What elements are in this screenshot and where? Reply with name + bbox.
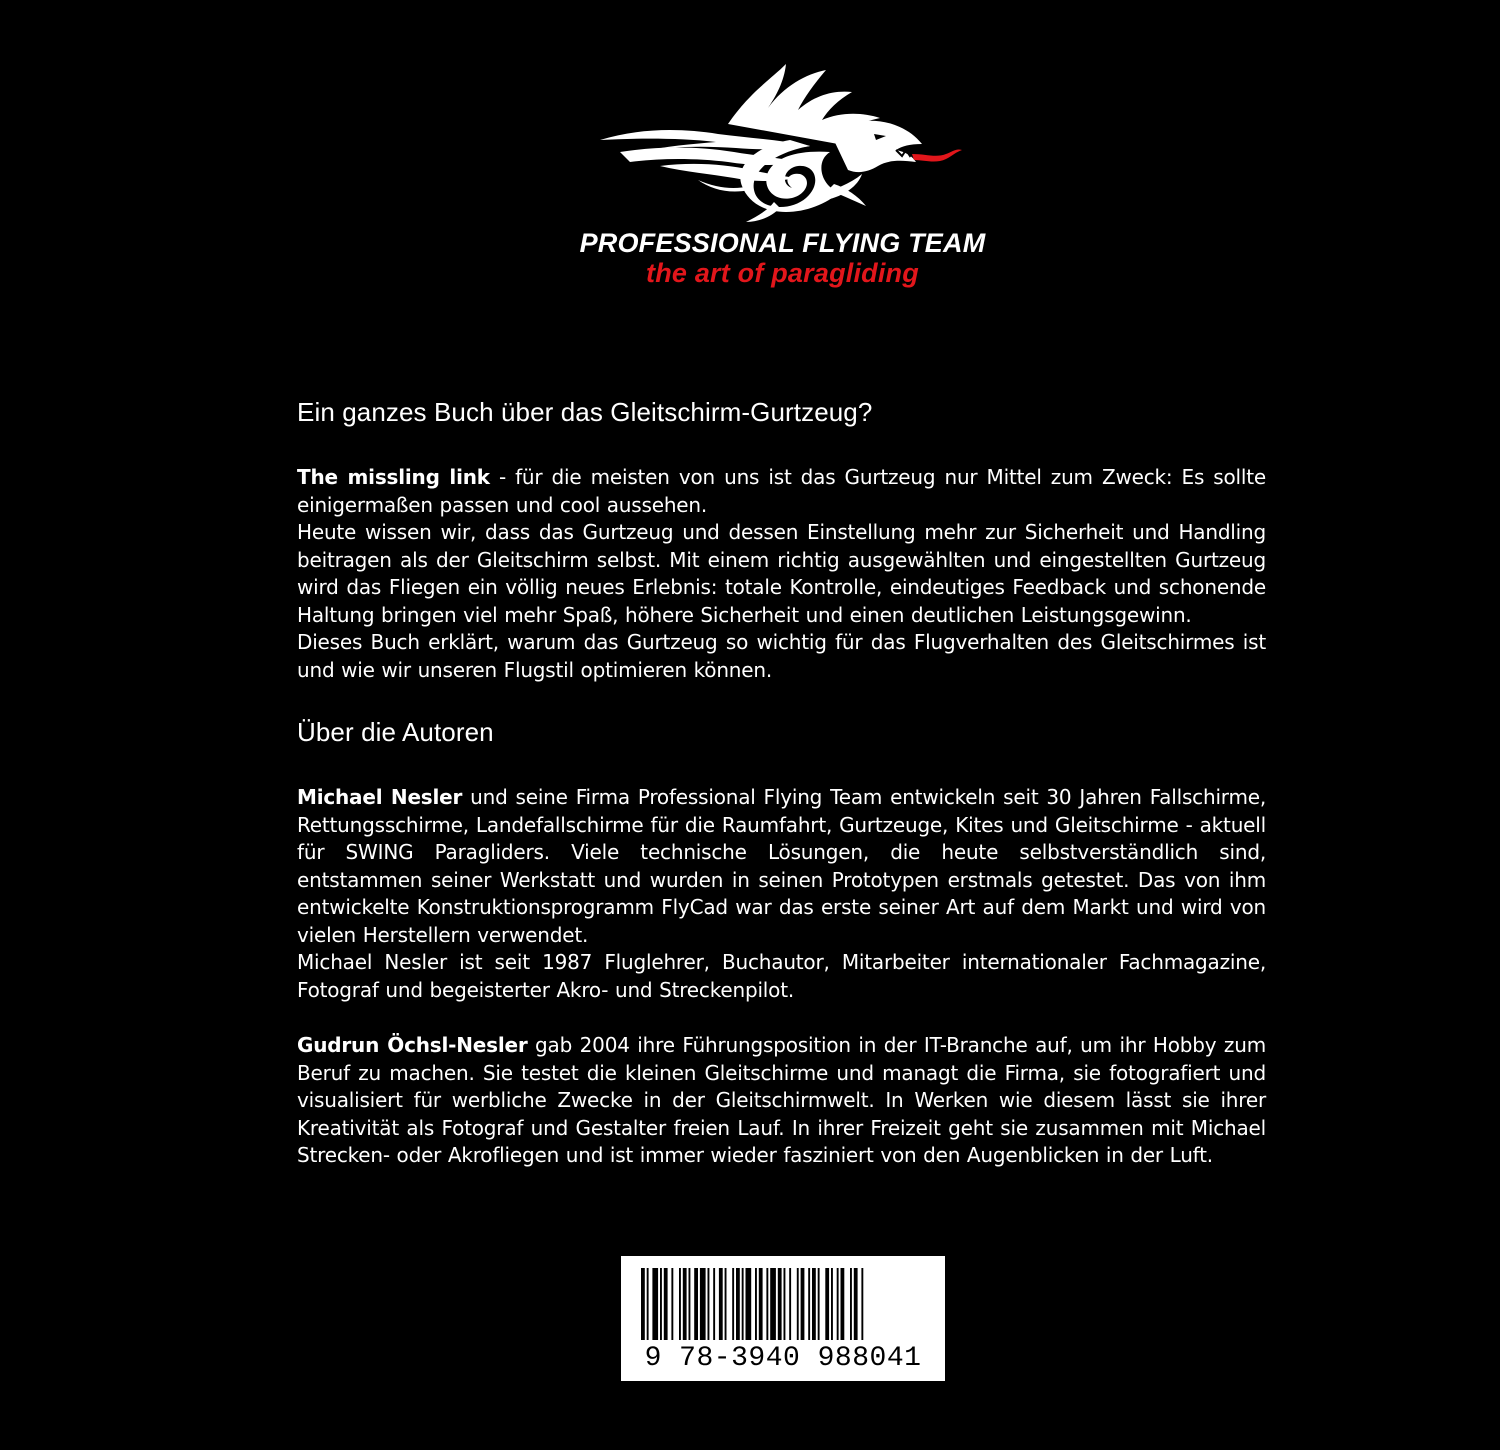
barcode-bar: [850, 1268, 852, 1340]
barcode-bar: [755, 1268, 757, 1340]
author-michael-name: Michael Nesler: [297, 785, 463, 809]
author-michael-bio-2: Michael Nesler ist seit 1987 Fluglehrer, Buchautor, Mitarbeiter internationaler Fachmagazine, Fotograf und begeisterter Akro- und Streckenpilot.: [297, 950, 1266, 1002]
cover-text: [297, 394, 1266, 1170]
barcode-bar: [700, 1268, 706, 1340]
barcode-bar: [812, 1268, 816, 1340]
barcode-bar: [797, 1268, 799, 1340]
author-michael-bio: [297, 784, 1266, 949]
barcode-bar: [708, 1268, 710, 1340]
barcode-bar: [719, 1268, 723, 1340]
author-michael-text: und seine Firma Professional Flying Team entwickeln seit 30 Jahren Fallschirme, Rettungsschirme, Landefallschirme für die Raumfahrt, Gurtzeuge, Kites und Gleitschirme - aktuell für SWING Paragliders. Viele technische Lösungen, die heute selbstverständlich sind, entstammen seiner Werkstatt und wurden in seinen Prototypen erstmals getestet. Das von ihm entwickelte Konstruktionsprogramm FlyCad war das erste seiner Art auf dem Markt und wird von vielen Herstellern verwendet.: [297, 785, 1267, 947]
barcode-bar: [759, 1268, 763, 1340]
intro-rest: - für die meisten von uns ist das Gurtzeug nur Mittel zum Zweck: Es sollte einigermaßen passen und cool aussehen.: [297, 465, 1266, 517]
barcode-bar: [647, 1268, 649, 1340]
barcode-bar: [837, 1268, 839, 1340]
barcode-bar: [664, 1268, 668, 1340]
barcode-bar: [825, 1268, 829, 1340]
author-gudrun-text: gab 2004 ihre Führungsposition in der IT-Branche auf, um ihr Hobby zum Beruf zu machen. Sie testet die kleinen Gleitschirme und managt die Firma, sie fotografiert und visualisiert für werbliche Zwecke in der Gleitschirmwelt. In Werken wie diesem lässt sie ihrer Kreativität als Fotograf und Gestalter freien Lauf. In ihrer Freizeit geht sie zusammen mit Michael Strecken- oder Akrofliegen und ist immer wieder fasziniert von den Augenblicken in der Luft.: [297, 1033, 1266, 1167]
barcode-bar: [652, 1268, 658, 1340]
brand-tagline: the art of paragliding: [646, 258, 919, 288]
barcode-bar: [808, 1268, 810, 1340]
barcode-bar: [736, 1268, 740, 1340]
barcode-bar: [831, 1268, 833, 1340]
barcode-bar: [789, 1268, 791, 1340]
barcode-bar: [778, 1268, 782, 1340]
barcode-bar: [679, 1268, 681, 1340]
barcode-bar: [841, 1268, 845, 1340]
barcode-bar: [746, 1268, 752, 1340]
barcode-bar: [770, 1268, 776, 1340]
barcode-bar: [742, 1268, 744, 1340]
barcode-bar: [766, 1268, 768, 1340]
dragon-icon: [600, 62, 965, 222]
barcode-bar: [713, 1268, 715, 1340]
barcode-bar: [801, 1268, 805, 1340]
barcode-bar: [694, 1268, 698, 1340]
author-gudrun-name: Gudrun Öchsl-Nesler: [297, 1033, 528, 1057]
barcode-bar: [641, 1268, 645, 1340]
barcode-bar: [784, 1268, 786, 1340]
author-gudrun-bio: [297, 1032, 1266, 1170]
isbn-barcode: [621, 1256, 945, 1381]
barcode-bar: [854, 1268, 858, 1340]
intro-lead: The missling link: [297, 465, 490, 489]
barcode-bar: [725, 1268, 727, 1340]
brand-name: PROFESSIONAL FLYING TEAM: [579, 228, 986, 258]
barcode-bar: [671, 1268, 673, 1340]
book-paragraph-2: Heute wissen wir, dass das Gurtzeug und dessen Einstellung mehr zur Sicherheit und Handling beitragen als der Gleitschirm selbst. Mit einem richtig ausgewählten und eingestellten Gurtzeug wird das Fliegen ein völlig neues Erlebnis: totale Kontrolle, eindeutiges Feedback und schonende Haltung bringen viel mehr Spaß, höhere Sicherheit und einen deutlichen Leistungsgewinn.: [297, 520, 1266, 627]
barcode-bar: [660, 1268, 662, 1340]
barcode-bar: [689, 1268, 691, 1340]
barcode-bar: [818, 1268, 820, 1340]
book-paragraph-3: Dieses Buch erklärt, warum das Gurtzeug so wichtig für das Flugverhalten des Gleitschirmes ist und wie wir unseren Flugstil optimieren können.: [297, 630, 1266, 682]
barcode-bar: [683, 1268, 687, 1340]
barcode-bar: [861, 1268, 863, 1340]
brand-block: [0, 226, 1500, 288]
isbn-number: 9 78-3940 988041: [644, 1343, 922, 1374]
barcode-bar: [732, 1268, 734, 1340]
authors-heading: Über die Autoren: [297, 717, 494, 747]
book-heading: Ein ganzes Buch über das Gleitschirm-Gurtzeug?: [297, 397, 873, 427]
book-intro: [297, 464, 1266, 519]
